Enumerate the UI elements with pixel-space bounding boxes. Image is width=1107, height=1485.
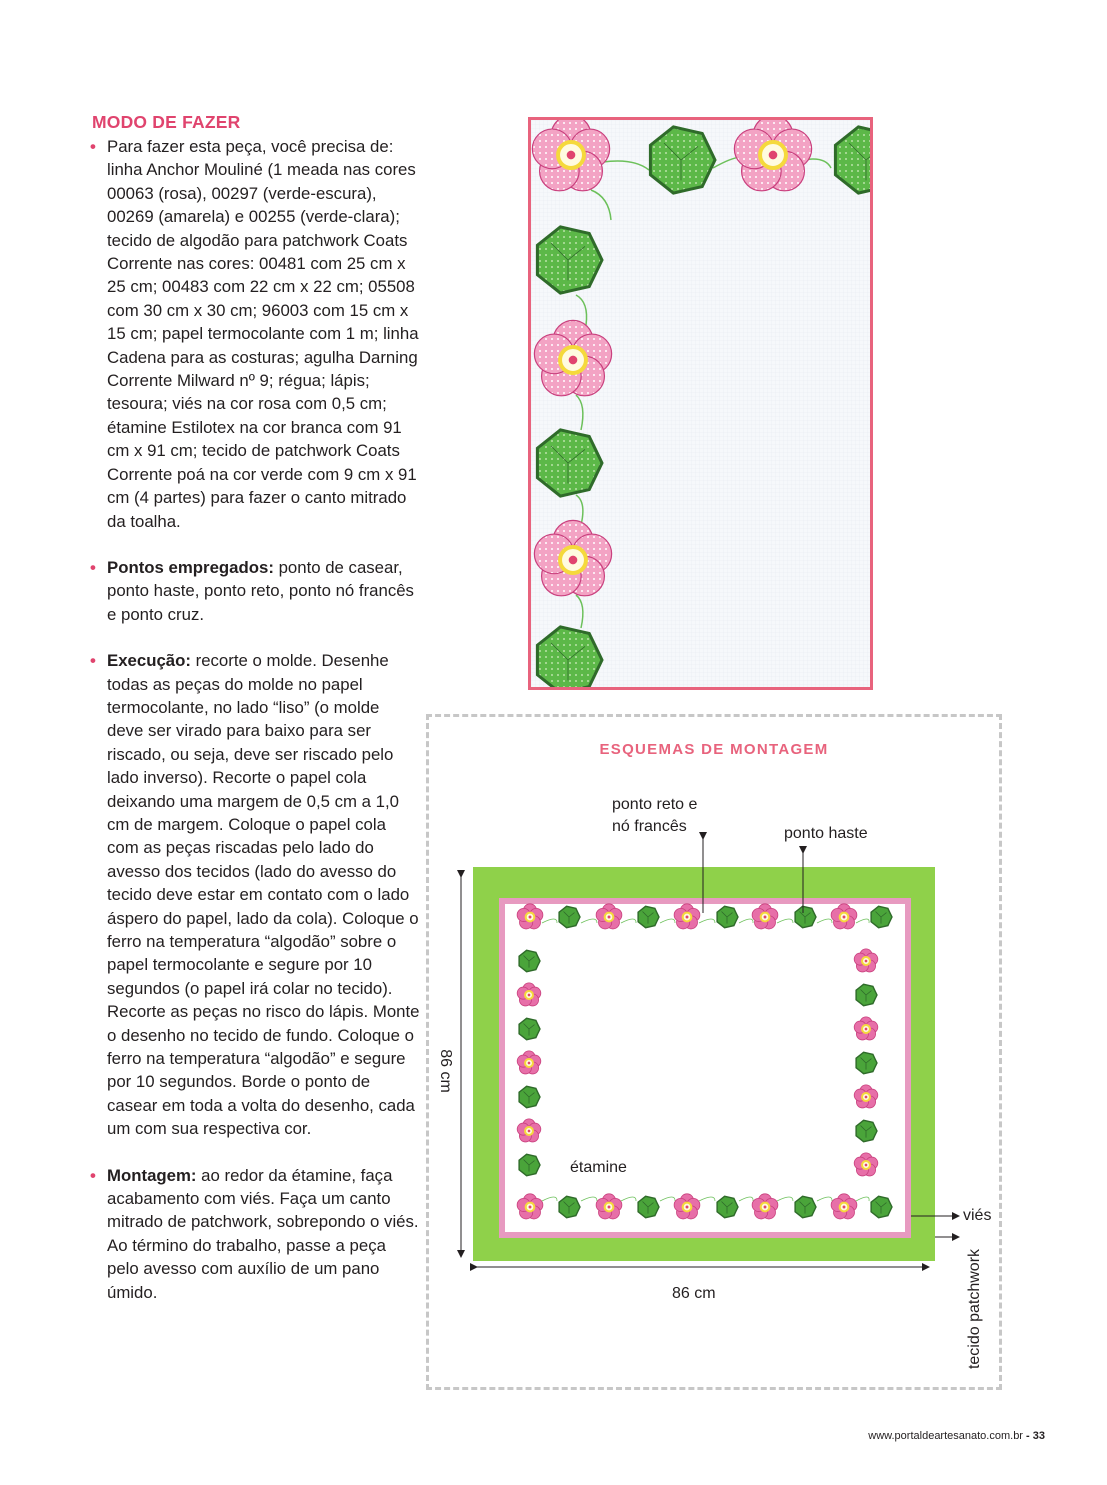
assembly-paragraph [90, 1164, 420, 1304]
patchwork-label: tecido patchwork [966, 1248, 983, 1370]
leaf-icon [795, 1196, 816, 1217]
assembly-scheme-box [426, 714, 1002, 1390]
leaf-icon [871, 906, 892, 927]
materials-text: Para fazer esta peça, você precisa de: linha Anchor Mouliné (1 meada nas cores 00063 (rosa), 00297 (verde-escura), 00269 (amarela) e 00255 (verde-clara); tecido de algodão para patchwork Coats Corrente nas cores: 00481 com 25 cm x 25 cm; 00483 com 22 cm x 22 cm; 05508 com 30 cm x 30 cm; 96003 com 15 cm x 15 cm; papel termocolante com 1 m; linha Cadena para as costuras; agulha Darning Corrente Milward nº 9; régua; lápis; tesoura; viés na cor rosa com 0,5 cm; étamine Estilotex na cor branca com 91 cm x 91 cm; tecido de patchwork Coats Corrente poá na cor verde com 9 cm x 91 cm (4 partes) para fazer o canto mitrado da toalha. [107, 137, 419, 531]
execution-paragraph [90, 649, 420, 1141]
page-footer [868, 1430, 1045, 1442]
flower-applique [532, 120, 609, 191]
leaf-applique [650, 127, 715, 193]
materials-paragraph [90, 135, 420, 533]
leaf-applique [537, 430, 602, 496]
ponto-haste-label: ponto haste [784, 825, 868, 842]
etamine-label: étamine [570, 1159, 627, 1176]
leaf-icon [559, 1196, 580, 1217]
bullet: • [90, 137, 96, 156]
leaf-icon [795, 906, 816, 927]
ponto-reto-label [612, 794, 697, 838]
stitches-paragraph [90, 556, 420, 626]
leaf-icon [856, 1120, 877, 1141]
footer-site: www.portaldeartesanato.com.br [868, 1430, 1023, 1442]
leaf-icon [519, 950, 540, 971]
assembly-text: ao redor da étamine, faça acabamento com viés. Faça um canto mitrado de patchwork, sobrepondo o viés. Ao término do trabalho, passe a peça pelo avesso com auxílio de um pano úmido. [107, 1165, 419, 1302]
leaf-icon [856, 984, 877, 1005]
section-heading: MODO DE FAZER [92, 112, 241, 132]
ponto-reto-label-line2: nó francês [612, 818, 687, 835]
leaf-icon [717, 906, 738, 927]
bullet: • [90, 651, 96, 671]
leaf-icon [519, 1154, 540, 1175]
stitches-text: ponto de casear, ponto haste, ponto reto, ponto nó francês e ponto cruz. [107, 557, 414, 624]
execution-text: recorte o molde. Desenhe todas as peças do molde no papel termocolante, no lado “liso” (o molde deve ser virado para baixo para ser riscado, ou seja, deve ser riscado pelo lado inverso). Recorte o papel cola deixando uma margem de 0,5 cm a 1,0 cm de margem. Coloque o papel cola com as peças riscadas pelo lado do avesso dos tecidos (lado do avesso do tecido deve estar em contato com o lado áspero do papel, lado da cola). Coloque o ferro na temperatura “algodão” sobre o papel termocolante e segure por 10 segundos (o papel irá colar no tecido). Recorte as peças no risco do lápis. Monte o desenho no tecido de fundo. Coloque o ferro na temperatura “algodão” e segure por 10 segundos. Borde o ponto de casear em toda a volta do desenho, cada um com sua respectiva cor. [107, 651, 420, 1139]
height-label: 86 cm [436, 1049, 454, 1093]
bullet: • [90, 1165, 96, 1185]
width-label: 86 cm [672, 1285, 716, 1302]
leaf-icon [638, 1196, 659, 1217]
leaf-applique [537, 227, 602, 293]
leaf-icon [559, 906, 580, 927]
instructions-column [90, 112, 420, 1327]
assembly-label: Montagem: [107, 1165, 197, 1185]
leaf-icon [519, 1086, 540, 1107]
stitches-label: Pontos empregados: [107, 557, 274, 577]
leaf-icon [871, 1196, 892, 1217]
etamine-panel [505, 904, 905, 1232]
flower-applique [734, 120, 811, 191]
bullet: • [90, 557, 96, 577]
leaf-icon [717, 1196, 738, 1217]
ponto-reto-label-line1: ponto reto e [612, 796, 698, 813]
vies-label: viés [963, 1207, 992, 1224]
tablecloth-photo-illustration [531, 120, 870, 687]
footer-page-number: - 33 [1026, 1430, 1045, 1442]
execution-label: Execução: [107, 651, 191, 671]
leaf-icon [856, 1052, 877, 1073]
leaf-icon [638, 906, 659, 927]
leaf-icon [519, 1018, 540, 1039]
scheme-title: ESQUEMAS DE MONTAGEM [599, 741, 829, 758]
tablecloth-photo [528, 117, 873, 690]
